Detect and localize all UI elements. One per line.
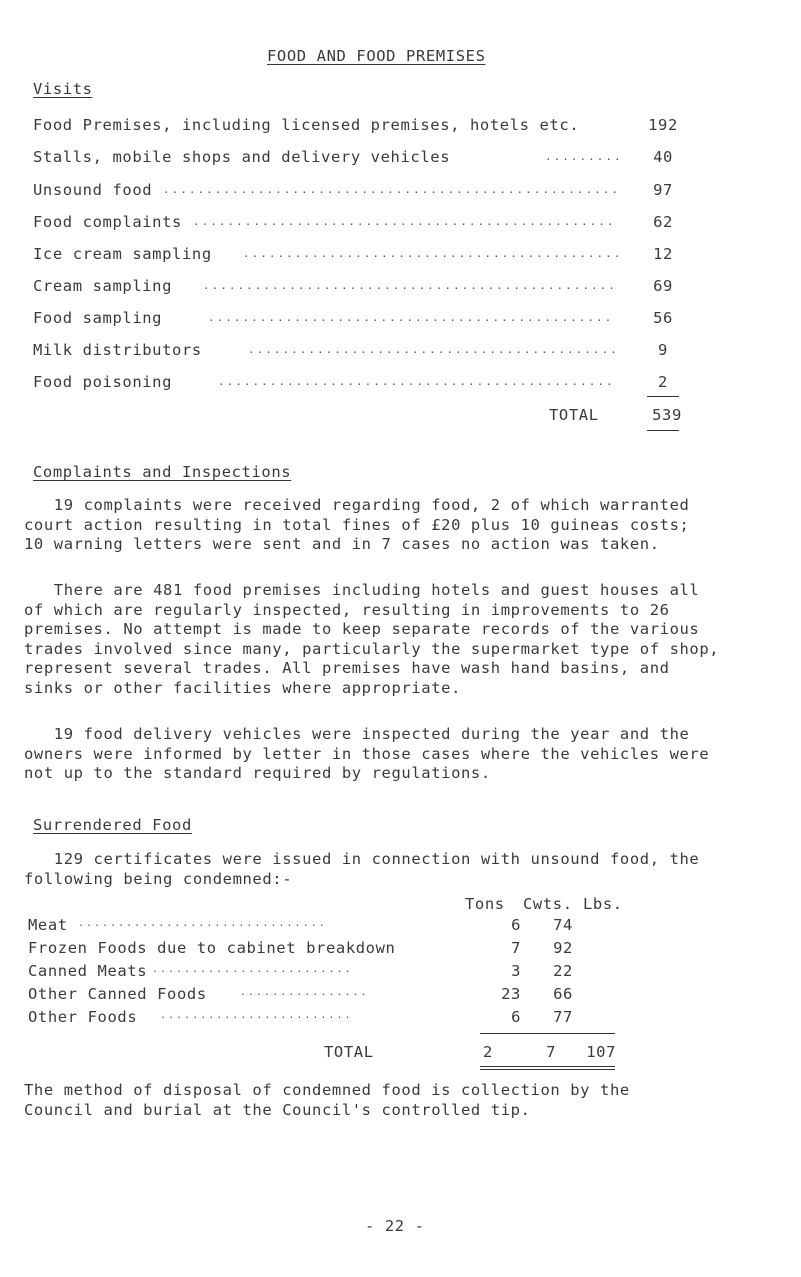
condemned-lbs: 74: [553, 916, 573, 934]
condemned-total-tons: 2: [483, 1043, 493, 1061]
condemned-total-cwts: 7: [546, 1043, 556, 1061]
page-title: FOOD AND FOOD PREMISES: [267, 47, 486, 65]
visit-row: [33, 148, 683, 172]
condemned-label: Canned Meats: [28, 962, 148, 980]
visits-heading: Visits: [33, 80, 93, 98]
visit-count: 40: [653, 148, 673, 166]
condemned-total-lbs: 107: [586, 1043, 616, 1061]
condemned-label: Other Foods: [28, 1008, 138, 1026]
col-header-cwts: Cwts.: [523, 895, 573, 913]
visit-count: 62: [653, 213, 673, 231]
visit-label: Food sampling: [33, 309, 163, 327]
visit-label: Food poisoning: [33, 373, 173, 391]
dot-leader: ................: [240, 987, 369, 998]
visits-total-label: TOTAL: [549, 406, 599, 424]
condemned-row: [28, 916, 628, 936]
visit-row: [33, 373, 683, 397]
visit-label: Food Premises, including licensed premises, hotels etc.: [33, 116, 580, 134]
dot-leader: ...........................................: [248, 343, 619, 356]
condemned-row: [28, 962, 628, 982]
condemned-lbs: 22: [553, 962, 573, 980]
condemned-label: Frozen Foods due to cabinet breakdown: [28, 939, 396, 957]
inspections-paragraph: There are 481 food premises including hotels and guest houses all of which are regularly inspected, resulting in improvements to 26 premises. No attempt is made to keep separate records of the various trades involved since many, particularly the supermarket type of shop, represent several trades. All premises have wash hand basins, and sinks or other facilities where appropriate.: [24, 581, 720, 697]
condemned-label: Meat: [28, 916, 68, 934]
condemned-lbs: 92: [553, 939, 573, 957]
col-header-lbs: Lbs.: [583, 895, 623, 913]
visit-row: [33, 213, 683, 237]
col-header-tons: Tons: [465, 895, 505, 913]
visit-row: [33, 116, 683, 140]
complaints-paragraph: 19 complaints were received regarding food, 2 of which warranted court action resulting in total fines of £20 plus 10 guineas costs; 10 warning letters were sent and in 7 cases no action was taken.: [24, 496, 690, 553]
condemned-rule-bottom: [480, 1066, 615, 1067]
visit-count: 192: [648, 116, 678, 134]
visit-count: 9: [658, 341, 668, 359]
dot-leader: ..............................................: [218, 375, 615, 388]
condemned-cwts: 6: [511, 1008, 521, 1026]
condemned-cwts: 23: [501, 985, 521, 1003]
dot-leader: ...............................................: [208, 311, 614, 324]
visit-count: 56: [653, 309, 673, 327]
condemned-cwts: 7: [511, 939, 521, 957]
condemned-cwts: 3: [511, 962, 521, 980]
visit-count: 2: [658, 373, 668, 391]
visit-label: Unsound food: [33, 181, 153, 199]
visit-count: 12: [653, 245, 673, 263]
visit-row: [33, 277, 683, 301]
visit-row: [33, 181, 683, 205]
visit-count: 69: [653, 277, 673, 295]
total-rule-top: [647, 396, 679, 397]
visit-label: Stalls, mobile shops and delivery vehicles: [33, 148, 451, 166]
dot-leader: .................................................: [193, 215, 616, 228]
complaints-heading: Complaints and Inspections: [33, 463, 292, 481]
dot-leader: ...............................: [78, 918, 327, 929]
page-number: - 22 -: [365, 1217, 425, 1235]
condemned-row: [28, 985, 628, 1005]
condemned-rule-top: [480, 1033, 615, 1034]
condemned-row: [28, 1008, 628, 1028]
dot-leader: .........: [545, 150, 623, 163]
dot-leader: ........................: [160, 1010, 353, 1021]
visit-row: [33, 341, 683, 365]
surrendered-heading: Surrendered Food: [33, 816, 192, 834]
visits-total-value: 539: [652, 406, 682, 424]
visit-row: [33, 245, 683, 269]
visit-label: Cream sampling: [33, 277, 173, 295]
dot-leader: ................................................: [203, 279, 617, 292]
condemned-total-label: TOTAL: [324, 1043, 374, 1061]
dot-leader: .....................................................: [163, 183, 620, 196]
visit-row: [33, 309, 683, 333]
condemned-label: Other Canned Foods: [28, 985, 207, 1003]
condemned-lbs: 66: [553, 985, 573, 1003]
condemned-rule-bottom-2: [480, 1069, 615, 1070]
total-rule-bottom: [647, 430, 679, 431]
visit-count: 97: [653, 181, 673, 199]
visit-label: Ice cream sampling: [33, 245, 212, 263]
dot-leader: .........................: [152, 964, 353, 975]
disposal-paragraph: The method of disposal of condemned food is collection by the Council and burial at the Council's controlled tip.: [24, 1081, 630, 1119]
dot-leader: ............................................: [243, 247, 623, 260]
condemned-row: [28, 939, 628, 959]
condemned-lbs: 77: [553, 1008, 573, 1026]
surrendered-intro: 129 certificates were issued in connection with unsound food, the following being condemned:-: [24, 850, 700, 888]
visit-label: Milk distributors: [33, 341, 202, 359]
visit-label: Food complaints: [33, 213, 182, 231]
vehicles-paragraph: 19 food delivery vehicles were inspected during the year and the owners were informed by letter in those cases where the vehicles were not up to the standard required by regulations.: [24, 725, 710, 782]
condemned-cwts: 6: [511, 916, 521, 934]
